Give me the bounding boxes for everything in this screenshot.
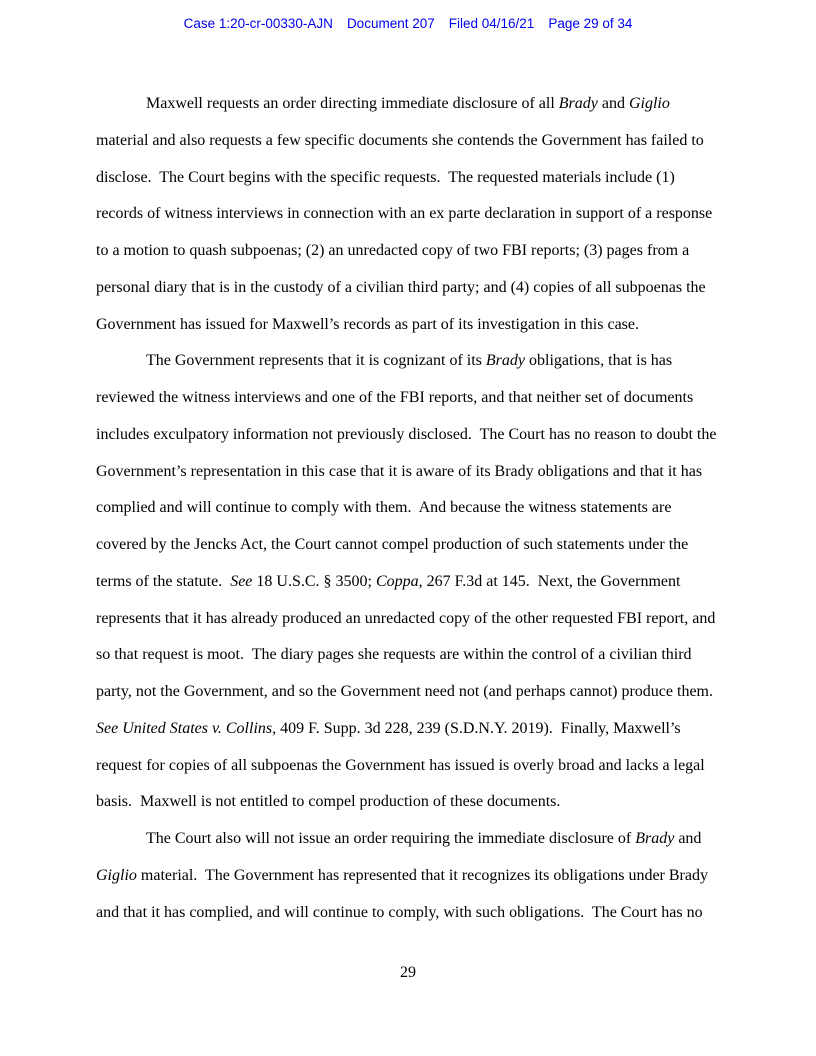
case-stamp-part: Document 207 [346, 16, 435, 31]
text-line: Government’s representation in this case that it is aware of its Brady obligations and that it has [96, 462, 703, 480]
text-line: basis. Maxwell is not entitled to compel production of these documents. [96, 793, 561, 811]
text-line: complied and will continue to comply with them. And because the witness statements are [96, 499, 672, 517]
document-body [96, 86, 722, 931]
case-stamp-part: Case 1:20-cr-00330-AJN [183, 16, 333, 31]
text-line: to a motion to quash subpoenas; (2) an unredacted copy of two FBI reports; (3) pages from a [96, 242, 690, 259]
text-line: The Government represents that it is cognizant of its Brady obligations, that is has [146, 352, 673, 370]
text-line: See United States v. Collins, 409 F. Supp. 3d 228, 239 (S.D.N.Y. 2019). Finally, Maxwell’s [96, 719, 681, 737]
text-line: records of witness interviews in connection with an ex parte declaration in support of a response [96, 205, 713, 223]
text-line: request for copies of all subpoenas the Government has issued is overly broad and lacks a legal [96, 756, 705, 774]
text-line: reviewed the witness interviews and one of the FBI reports, and that neither set of documents [96, 389, 694, 406]
text-line: Giglio material. The Government has represented that it recognizes its obligations under Brady [96, 866, 708, 884]
text-line: so that request is moot. The diary pages she requests are within the control of a civilian third [96, 646, 692, 664]
text-line: Government has issued for Maxwell’s records as part of its investigation in this case. [96, 315, 639, 333]
text-line: party, not the Government, and so the Government need not (and perhaps cannot) produce them. [96, 683, 713, 700]
text-line: Maxwell requests an order directing immediate disclosure of all Brady and Giglio [146, 95, 670, 112]
case-stamp-header [0, 16, 816, 31]
text-line: terms of the statute. See 18 U.S.C. § 3500; Coppa, 267 F.3d at 145. Next, the Government [96, 572, 681, 590]
text-line: and that it has complied, and will continue to comply, with such obligations. The Court has no [96, 903, 703, 921]
text-line: includes exculpatory information not previously disclosed. The Court has no reason to doubt the [96, 425, 717, 443]
text-line: covered by the Jencks Act, the Court cannot compel production of such statements under the [96, 536, 689, 553]
page-number: 29 [400, 964, 416, 981]
text-line: represents that it has already produced an unredacted copy of the other requested FBI report, and [96, 609, 716, 627]
case-stamp-part: Page 29 of 34 [548, 16, 633, 31]
text-line: material and also requests a few specific documents she contends the Government has failed to [96, 131, 704, 149]
case-stamp-part: Filed 04/16/21 [448, 16, 535, 31]
text-line: The Court also will not issue an order requiring the immediate disclosure of Brady and [146, 830, 702, 847]
text-line: disclose. The Court begins with the specific requests. The requested materials include (1) [96, 168, 675, 186]
text-line: personal diary that is in the custody of a civilian third party; and (4) copies of all subpoenas the [96, 278, 706, 296]
